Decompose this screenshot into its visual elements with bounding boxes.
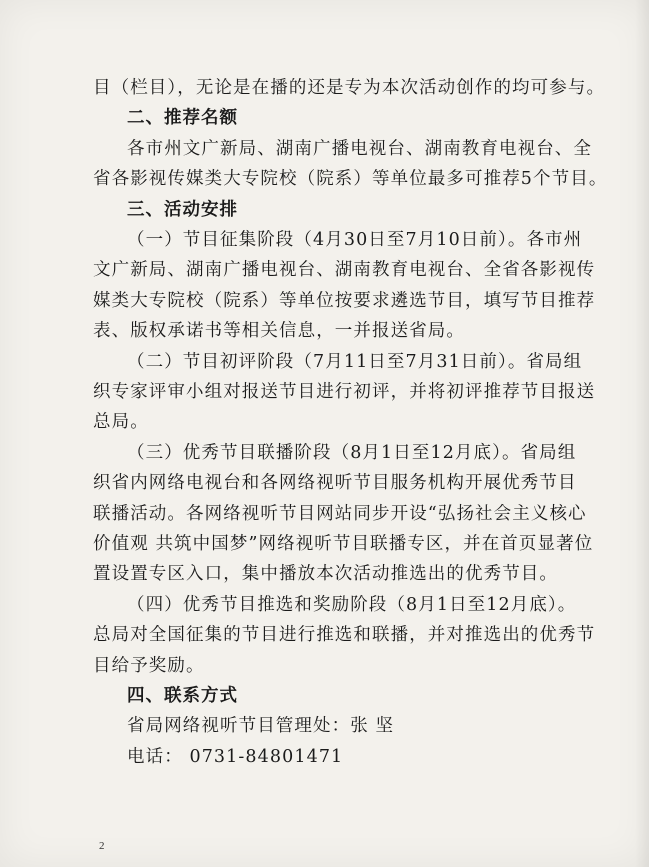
body-line: （一）节目征集阶段（4月30日至7月10日前）。各市州 (127, 230, 583, 250)
body-line: 电话： 0731-84801471 (127, 747, 344, 767)
body-line: 总局。 (93, 412, 149, 432)
page-number: 2 (99, 840, 105, 852)
body-line: 文广新局、湖南广播电视台、湖南教育电视台、全省各影视传 (93, 260, 596, 280)
body-line: 织专家评审小组对报送节目进行初评，并将初评推荐节目报送 (93, 382, 596, 402)
body-line: 各市州文广新局、湖南广播电视台、湖南教育电视台、全 (127, 139, 592, 159)
body-line: （二）节目初评阶段（7月11日至7月31日前）。省局组 (127, 352, 583, 372)
body-line: 目给予奖励。 (93, 656, 205, 676)
body-line: 总局对全国征集的节目进行推选和联播，并对推选出的优秀节 (93, 625, 596, 645)
body-line: 织省内网络电视台和各网络视听节目服务机构开展优秀节目 (93, 473, 577, 493)
section-heading: 二、推荐名额 (127, 108, 238, 128)
body-line: 省各影视传媒类大专院校（院系）等单位最多可推荐5个节目。 (93, 169, 608, 189)
body-line: 价值观 共筑中国梦”网络视听节目联播专区，并在首页显著位 (93, 534, 594, 554)
body-line: 表、版权承诺书等相关信息，一并报送省局。 (93, 321, 465, 341)
body-line: 目（栏目），无论是在播的还是专为本次活动创作的均可参与。 (93, 78, 606, 98)
page-edge-shadow (635, 0, 649, 867)
body-line: 置设置专区入口，集中播放本次活动推选出的优秀节目。 (93, 564, 558, 584)
body-line: （四）优秀节目推选和奖励阶段（8月1日至12月底）。 (127, 595, 577, 615)
section-heading: 四、联系方式 (127, 686, 238, 706)
section-heading: 三、活动安排 (127, 200, 238, 220)
body-line: 联播活动。各网络视听节目网站同步开设“弘扬社会主义核心 (93, 504, 587, 524)
body-line: （三）优秀节目联播阶段（8月1日至12月底）。省局组 (127, 443, 577, 463)
body-line: 媒类大专院校（院系）等单位按要求遴选节目，填写节目推荐 (93, 291, 596, 311)
body-line: 省局网络视听节目管理处：张 坚 (127, 716, 395, 736)
